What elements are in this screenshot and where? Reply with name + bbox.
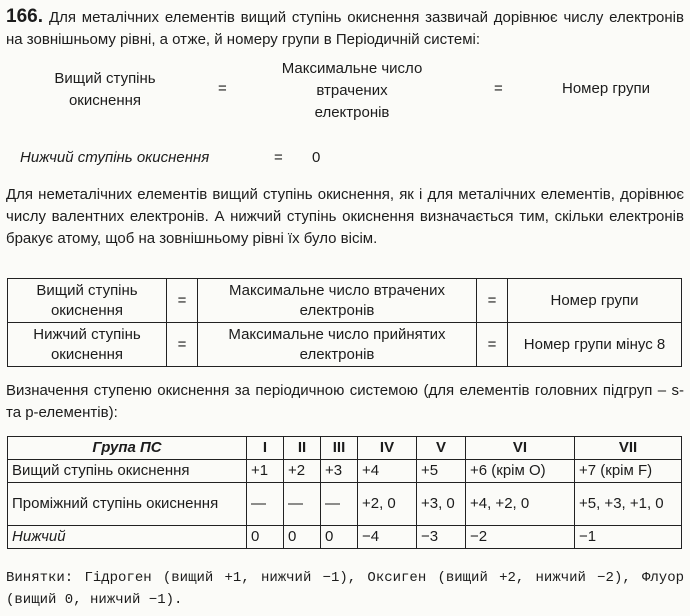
table-cell: +2, 0 [358, 483, 417, 526]
nonmetal-cell-eq: = [167, 323, 198, 367]
nonmetal-cell-right: Номер групи [508, 279, 682, 323]
metal-highest-line2: окиснення [68, 92, 142, 109]
metal-group-label: Номер групи [562, 80, 650, 97]
metal-equals-3: = [274, 149, 283, 166]
nonmetal-cell-eq: = [477, 323, 508, 367]
header-cell: III [321, 437, 358, 460]
table-cell: +7 (крім F) [575, 460, 682, 483]
header-cell: VII [575, 437, 682, 460]
nonmetal-cell-middle: Максимальне число втрачених електронів [198, 279, 477, 323]
header-cell: V [417, 437, 466, 460]
intro-text: Для металічних елементів вищий ступінь окиснення зазвичай дорівнює числу електронів на зовнішньому рівні, а отже, й номеру групи в Періодичній системі: [6, 9, 684, 48]
table-cell: — [321, 483, 358, 526]
nonmetal-table [7, 278, 682, 367]
metal-equals-1: = [218, 80, 227, 97]
metal-max-line2: втрачених [316, 82, 388, 99]
table-cell: +4 [358, 460, 417, 483]
periodic-row-lowest [8, 526, 682, 549]
table-cell: +6 (крім О) [466, 460, 575, 483]
periodic-intro: Визначення ступеню окиснення за періодичною системою (для елементів головних підгруп – s- та p-елементів): [6, 382, 684, 421]
problem-number: 166. [6, 6, 43, 27]
nonmetal-row-highest [8, 279, 682, 323]
table-cell: −3 [417, 526, 466, 549]
row-label: Проміжний ступінь окиснення [8, 483, 247, 526]
header-cell: Група ПС [8, 437, 247, 460]
metal-max-label [262, 58, 442, 124]
table-cell: 0 [284, 526, 321, 549]
table-cell: −2 [466, 526, 575, 549]
table-cell: — [247, 483, 284, 526]
nonmetal-row-lowest [8, 323, 682, 367]
header-cell: IV [358, 437, 417, 460]
metal-max-line1: Максимальне число [281, 60, 423, 77]
table-cell: +4, +2, 0 [466, 483, 575, 526]
header-cell: II [284, 437, 321, 460]
metal-highest-line1: Вищий ступінь [54, 70, 156, 87]
table-cell: +2 [284, 460, 321, 483]
nonmetal-cell-left: Вищий ступінь окиснення [8, 279, 167, 323]
metal-max-line3: електронів [314, 104, 390, 121]
metal-lowest-label: Нижчий ступінь окиснення [20, 149, 210, 166]
table-cell: +3 [321, 460, 358, 483]
nonmetal-cell-eq: = [167, 279, 198, 323]
table-cell: 0 [321, 526, 358, 549]
nonmetal-paragraph: Для неметалічних елементів вищий ступінь окиснення, як і для металічних елементів, дорівнює числу валентних електронів. А нижчий ступінь окиснення визначається тим, скільки електронів бракує атому, щоб на зовнішньому рівні їх було вісім. [6, 186, 684, 247]
table-cell: −1 [575, 526, 682, 549]
table-cell: +3, 0 [417, 483, 466, 526]
row-label: Нижчий [8, 526, 247, 549]
nonmetal-cell-right: Номер групи мінус 8 [508, 323, 682, 367]
table-cell: +5 [417, 460, 466, 483]
periodic-table [7, 436, 682, 549]
periodic-row-intermediate [8, 483, 682, 526]
metal-highest-label [20, 68, 190, 112]
row-label: Вищий ступінь окиснення [8, 460, 247, 483]
metal-lowest-value: 0 [312, 149, 321, 166]
periodic-row-highest [8, 460, 682, 483]
table-cell: +1 [247, 460, 284, 483]
nonmetal-cell-left: Нижчий ступінь окиснення [8, 323, 167, 367]
periodic-header-row [8, 437, 682, 460]
nonmetal-cell-middle: Максимальне число прийнятих електронів [198, 323, 477, 367]
nonmetal-cell-eq: = [477, 279, 508, 323]
header-cell: VI [466, 437, 575, 460]
header-cell: I [247, 437, 284, 460]
table-cell: — [284, 483, 321, 526]
table-cell: −4 [358, 526, 417, 549]
exceptions-paragraph: Винятки: Гідроген (вищий +1, нижчий −1), Оксиген (вищий +2, нижчий −2), Флуор (вищий 0, нижчий −1). [6, 570, 684, 608]
table-cell: +5, +3, +1, 0 [575, 483, 682, 526]
intro-paragraph [6, 6, 684, 51]
table-cell: 0 [247, 526, 284, 549]
metal-equals-2: = [494, 80, 503, 97]
